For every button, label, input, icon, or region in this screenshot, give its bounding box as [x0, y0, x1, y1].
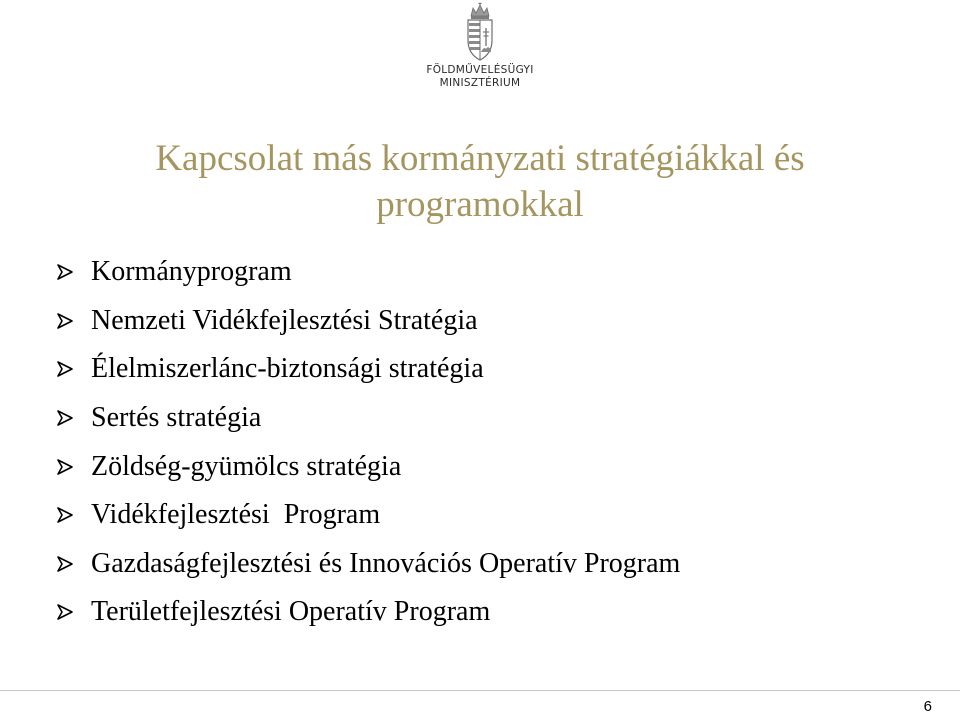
bullet-label: Élelmiszerlánc-biztonsági stratégia [91, 353, 484, 385]
arrow-right-icon [55, 311, 75, 331]
logo-text-line1: FÖLDMŰVELÉSÜGYI [426, 64, 534, 76]
arrow-right-icon [55, 505, 75, 525]
footer-divider [0, 690, 960, 691]
slide-title [40, 136, 920, 228]
bullet-item [55, 297, 680, 346]
arrow-right-icon [55, 457, 75, 477]
arrow-right-icon [55, 262, 75, 282]
arrow-right-icon [55, 602, 75, 622]
ministry-logo [405, 2, 555, 92]
coat-of-arms-icon [463, 2, 497, 62]
bullet-label: Területfejlesztési Operatív Program [91, 596, 491, 628]
bullet-item [55, 248, 680, 297]
bullet-item [55, 345, 680, 394]
bullet-label: Gazdaságfejlesztési és Innovációs Operatív Program [91, 547, 681, 579]
arrow-right-icon [55, 359, 75, 379]
arrow-right-icon [55, 554, 75, 574]
bullet-label: Sertés stratégia [91, 402, 262, 434]
logo-text-line2: MINISZTÉRIUM [439, 77, 521, 89]
bullet-item [55, 394, 680, 443]
bullet-list [55, 248, 680, 637]
slide-title-line1: Kapcsolat más kormányzati stratégiákkal és [155, 138, 805, 179]
bullet-item [55, 540, 680, 589]
bullet-item [55, 442, 680, 491]
bullet-label: Zöldség-gyümölcs stratégia [91, 450, 402, 482]
bullet-item [55, 588, 680, 637]
slide-title-line2: programokkal [376, 184, 584, 225]
page-number: 6 [923, 698, 932, 715]
bullet-item [55, 491, 680, 540]
arrow-right-icon [55, 408, 75, 428]
bullet-label: Vidékfejlesztési Program [91, 499, 381, 531]
bullet-label: Nemzeti Vidékfejlesztési Stratégia [91, 304, 478, 336]
bullet-label: Kormányprogram [91, 256, 292, 288]
